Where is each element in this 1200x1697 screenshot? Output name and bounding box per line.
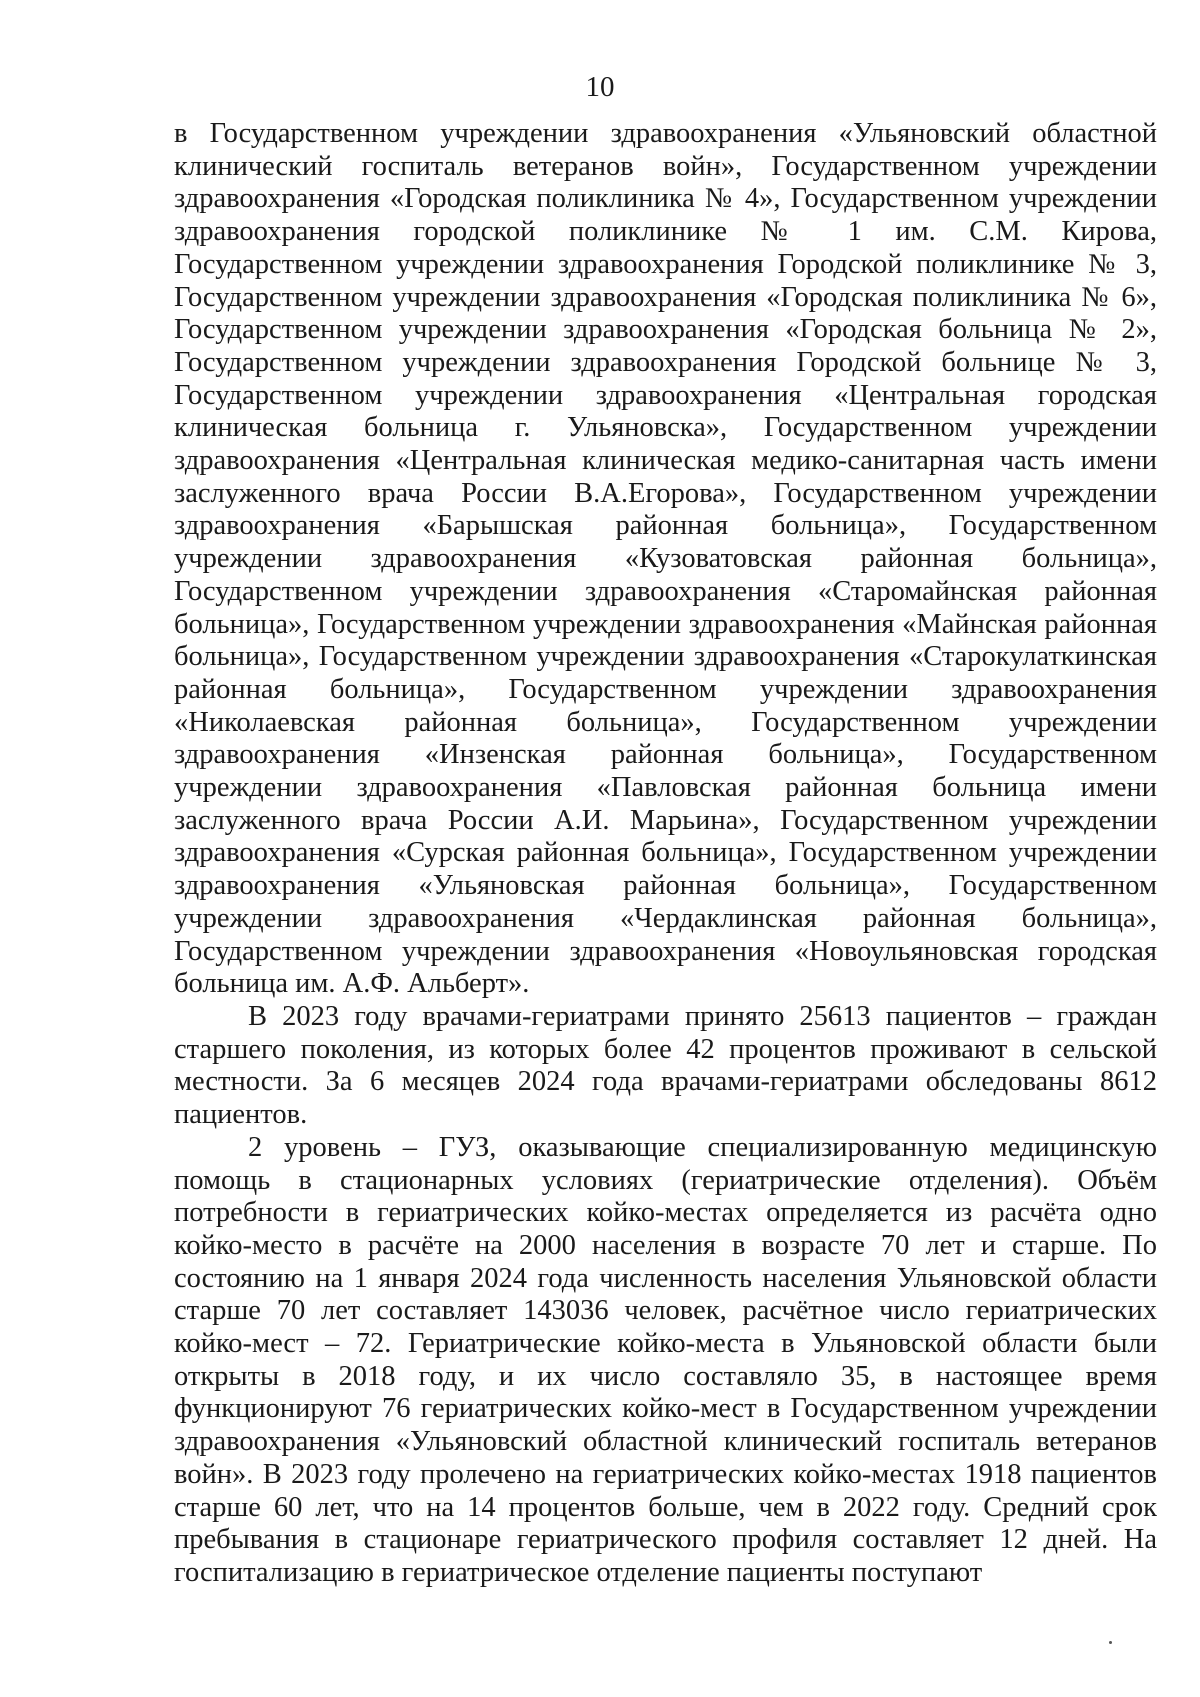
document-body [174,118,1157,1590]
page-number: 10 [585,71,615,103]
scan-speck [1109,1641,1112,1644]
paragraph-level-2-hospital-care: 2 уровень – ГУЗ, оказывающие специализированную медицинскую помощь в стационарных условиях (гериатрические отделения). Объём потребности в гериатрических койко-местах определяется из расчёта одно койко-место в расчёте на 2000 населения в возрасте 70 лет и старше. По состоянию на 1 января 2024 года численность населения Ульяновской области старше 70 лет составляет 143036 человек, расчётное число гериатрических койко-мест – 72. Гериатрические койко-места в Ульяновской области были открыты в 2018 году, и их число составляло 35, в настоящее время функционируют 76 гериатрических койко-мест в Государственном учреждении здравоохранения «Ульяновский областной клинический госпиталь ветеранов войн». В 2023 году пролечено на гериатрических койко-местах 1918 пациентов старше 60 лет, что на 14 процентов больше, чем в 2022 году. Средний срок пребывания в стационаре гериатрического профиля составляет 12 дней. На госпитализацию в гериатрическое отделение пациенты поступают [174,1131,1157,1588]
paragraph-institutions-list: в Государственном учреждении здравоохранения «Ульяновский областной клинический госпиталь ветеранов войн», Государственном учреждении здравоохранения «Городская поликлиника № 4», Государственном учреждении здравоохранения городской поликлинике № 1 им. С.М. Кирова, Государственном учреждении здравоохранения Городской поликлинике № 3, Государственном учреждении здравоохранения «Городская поликлиника № 6», Государственном учреждении здравоохранения «Городская больница № 2», Государственном учреждении здравоохранения Городской больнице № 3, Государственном учреждении здравоохранения «Центральная городская клиническая больница г. Ульяновска», Государственном учреждении здравоохранения «Центральная клиническая медико-санитарная часть имени заслуженного врача России В.А.Егорова», Государственном учреждении здравоохранения «Барышская районная больница», Государственном учреждении здравоохранения «Кузоватовская районная больница», Государственном учреждении здравоохранения «Старомайнская районная больница», Государственном учреждении здравоохранения «Майнская районная больница», Государственном учреждении здравоохранения «Старокулаткинская районная больница», Государственном учреждении здравоохранения «Николаевская районная больница», Государственном учреждении здравоохранения «Инзенская районная больница», Государственном учреждении здравоохранения «Павловская районная больница имени заслуженного врача России А.И. Марьина», Государственном учреждении здравоохранения «Сурская районная больница», Государственном учреждении здравоохранения «Ульяновская районная больница», Государственном учреждении здравоохранения «Чердаклинская районная больница», Государственном учреждении здравоохранения «Новоульяновская городская больница им. А.Ф. Альберт». [174,118,1157,1000]
paragraph-geriatric-patients-2023: В 2023 году врачами-гериатрами принято 25613 пациентов – граждан старшего поколения, из которых более 42 процентов проживают в сельской местности. За 6 месяцев 2024 года врачами-гериатрами обследованы 8612 пациентов. [174,1000,1157,1131]
